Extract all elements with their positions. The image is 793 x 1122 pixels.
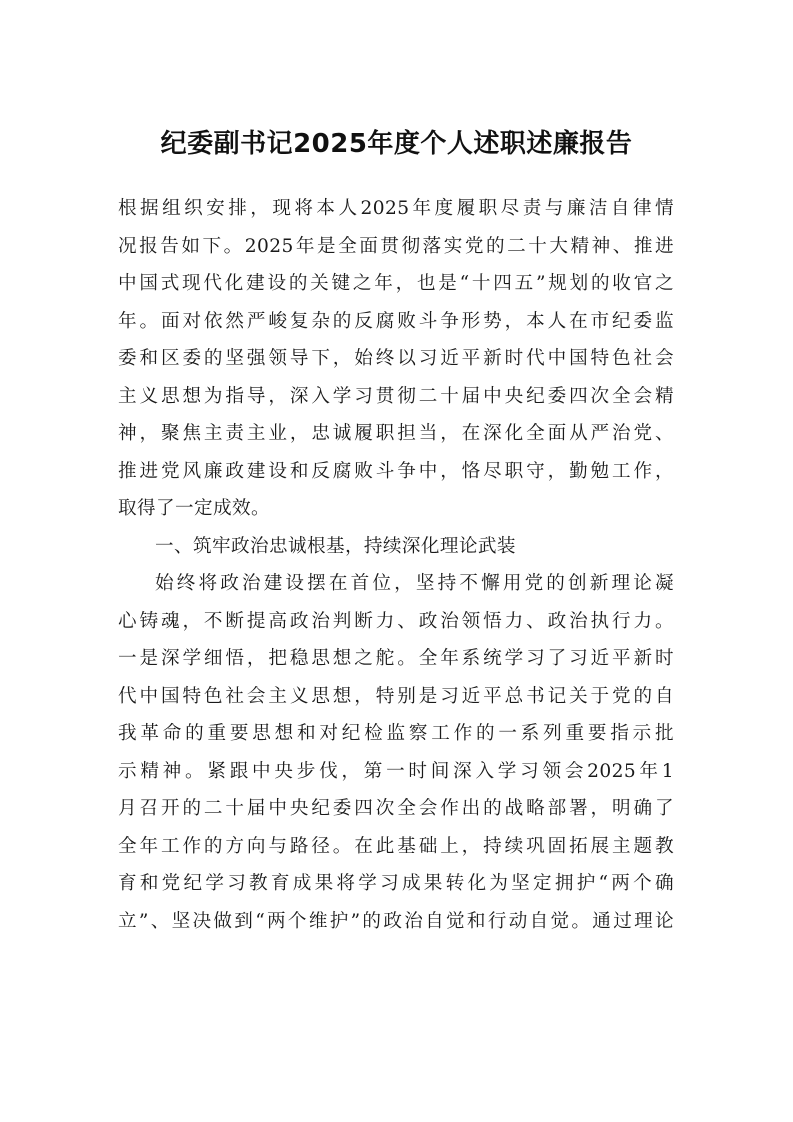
body-line: 一、筑牢政治忠诚根基，持续深化理论武装: [155, 535, 516, 557]
body-line: 月召开的二十届中央纪委四次全会作出的战略部署，明确了: [118, 798, 674, 819]
body-line: 神，聚焦主责主业，忠诚履职担当，在深化全面从严治党、: [118, 423, 674, 444]
body-line: 年。面对依然严峻复杂的反腐败斗争形势，本人在市纪委监: [118, 310, 674, 332]
body-line: 全年工作的方向与路径。在此基础上，持续巩固拓展主题教: [118, 835, 674, 857]
body-line: 我革命的重要思想和对纪检监察工作的一系列重要指示批: [118, 723, 674, 744]
document-body: [118, 190, 674, 940]
body-line: 育和党纪学习教育成果将学习成果转化为坚定拥护“两个确: [118, 873, 674, 894]
body-line: 根据组织安排，现将本人2025年度履职尽责与廉洁自律情: [118, 198, 674, 219]
body-line: 推进党风廉政建设和反腐败斗争中，恪尽职守，勤勉工作，: [118, 460, 674, 482]
body-line: 立”、坚决做到“两个维护”的政治自觉和行动自觉。通过理论: [118, 910, 674, 932]
body-line: 取得了一定成效。: [118, 498, 270, 519]
body-line: 心铸魂，不断提高政治判断力、政治领悟力、政治执行力。: [118, 610, 674, 632]
body-line: 委和区委的坚强领导下，始终以习近平新时代中国特色社会: [118, 348, 674, 369]
body-line: 始终将政治建设摆在首位，坚持不懈用党的创新理论凝: [155, 573, 674, 594]
body-line: 主义思想为指导，深入学习贯彻二十届中央纪委四次全会精: [118, 385, 674, 407]
body-line: 示精神。紧跟中央步伐，第一时间深入学习领会2025年1: [118, 760, 674, 782]
body-line: 况报告如下。2025年是全面贯彻落实党的二十大精神、推进: [118, 235, 674, 257]
body-line: 一是深学细悟，把稳思想之舵。全年系统学习了习近平新时: [118, 648, 674, 669]
body-line: 中国式现代化建设的关键之年，也是“十四五”规划的收官之: [118, 273, 674, 294]
document-title: 纪委副书记2025年度个人述职述廉报告: [160, 129, 633, 159]
body-line: 代中国特色社会主义思想，特别是习近平总书记关于党的自: [118, 685, 674, 707]
